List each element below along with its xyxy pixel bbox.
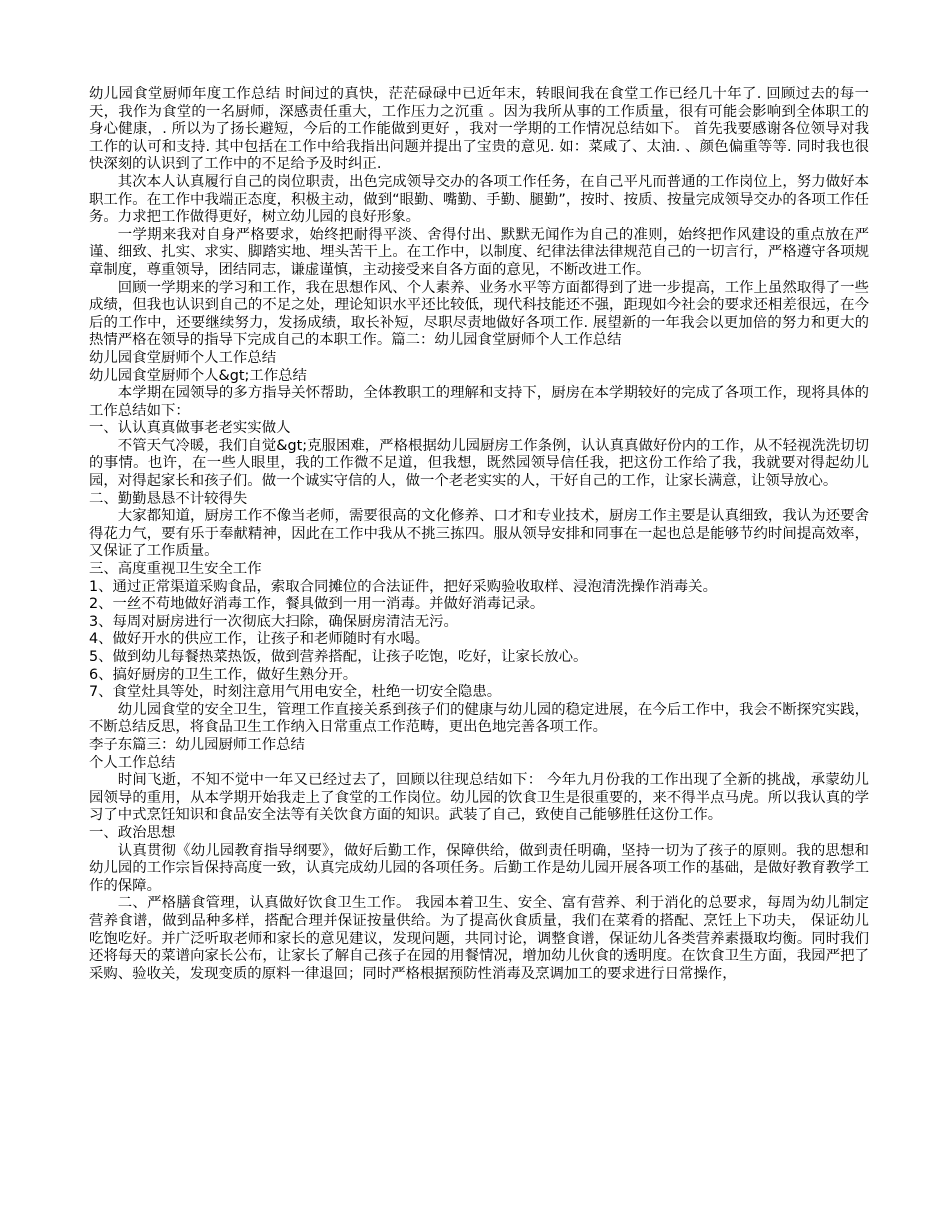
paragraph: 二、严格膳食管理，认真做好饮食卫生工作。 我园本着卫生、安全、富有营养、利于消化的总要求，每周为幼儿制定营养食谱，做到品种多样，搭配合理并保证按量供给。为了提高伙食质量，我们在菜肴的搭配、烹饪上下功夫， 保证幼儿吃饱吃好。并广泛听取老师和家长的意见建议，发现问题，共同讨论，调整食谱，保证幼儿各类营养素摄取均衡。同时我们还将每天的菜谱向家长公布，让家长了解自己孩子在园的用餐情况，增加幼儿伙食的透明度。在饮食卫生方面，我园严把了采购、验收关，发现变质的原料一律退回；同时严格根据预防性消毒及烹调加工的要求进行日常操作， — [89, 895, 869, 982]
paragraph: 幼儿园食堂厨师年度工作总结 时间过的真快，茫茫碌碌中已近年末，转眼间我在食堂工作已经几十年了. 回顾过去的每一天，我作为食堂的一名厨师，深感责任重大，工作压力之沉重 。因为我所从事的工作质量，很有可能会影响到全体职工的身心健康，. 所以为了扬长避短，今后的工作能做到更好 ，我对一学期的工作情况总结如下。 首先我要感谢各位领导对我工作的认可和支持. 其中包括在工作中给我指出问题并提出了宝贵的意见. 如：菜咸了、太油. 、颜色偏重等等. 同时我也很快深刻的认识到了工作中的不足给予及时纠正. — [89, 86, 869, 173]
section-heading: 三、高度重视卫生安全工作 — [89, 561, 262, 578]
paragraph: 大家都知道，厨房工作不像当老师，需要很高的文化修养、口才和专业技术，厨房工作主要是认真细致，我认为还要舍得花力气，要有乐于奉献精神，因此在工作中我从不挑三拣四。服从领导安排和同事在一起也总是能够节约时间提高效率，又保证了工作质量。 — [89, 508, 869, 560]
list-item: 6、搞好厨房的卫生工作，做好生熟分开。 — [89, 666, 358, 683]
list-item: 5、做到幼儿每餐热菜热饭，做到营养搭配，让孩子吃饱，吃好，让家长放心。 — [89, 649, 588, 665]
section-heading: 幼儿园食堂厨师个人工作总结 — [89, 349, 277, 366]
section-heading: 一、认认真真做事老老实实做人 — [89, 420, 291, 437]
section-heading: 幼儿园食堂厨师个人&gt;工作总结 — [89, 367, 307, 384]
paragraph: 幼儿园食堂的安全卫生，管理工作直接关系到孩子们的健康与幼儿园的稳定进展，在今后工作中，我会不断探究实践，不断总结反思，将食品卫生工作纳入日常重点工作范畴，更出色地完善各项工作。 — [89, 701, 869, 736]
paragraph: 认真贯彻《幼儿园教育指导纲要》，做好后勤工作，保障供给，做到责任明确，坚持一切为了孩子的原则。我的思想和幼儿园的工作宗旨保持高度一致，认真完成幼儿园的各项任务。后勤工作是幼儿园开展各项工作的基础，是做好教育教学工作的保障。 — [89, 842, 869, 894]
paragraph: 回顾一学期来的学习和工作，我在思想作风、个人素养、业务水平等方面都得到了进一步提高，工作上虽然取得了一些成绩，但我也认识到自己的不足之处，理论知识水平还比较低，现代科技能还不强，距现如今社会的要求还相差很远，在今后的工作中，还要继续努力，发扬成绩，取长补短，尽职尽责地做好各项工作. 展望新的一年我会以更加倍的努力和更大的热情严格在领导的指导下完成自己的本职工作。篇二：幼儿园食堂厨师个人工作总结 — [89, 279, 869, 349]
section-heading: 一、政治思想 — [89, 824, 176, 841]
paragraph: 时间飞逝，不知不觉中一年又已经过去了，回顾以往现总结如下： 今年九月份我的工作出现了全新的挑战，承蒙幼儿园领导的重用，从本学期开始我走上了食堂的工作岗位。幼儿园的饮食卫生是很重要的，来不得半点马虎。所以我认真的学习了中式烹饪知识和食品安全法等有关饮食方面的知识。武装了自己，致使自己能够胜任这份工作。 — [89, 772, 869, 824]
paragraph: 一学期来我对自身严格要求，始终把耐得平淡、舍得付出、默默无闻作为自己的准则，始终把作风建设的重点放在严谨、细致、扎实、求实、脚踏实地、埋头苦干上。在工作中，以制度、纪律法律法律规范自己的一切言行，严格遵守各项规章制度，尊重领导，团结同志，谦虚谨慎，主动接受来自各方面的意见，不断改进工作。 — [89, 226, 869, 278]
list-item: 1、通过正常渠道采购食品，索取合同摊位的合法证件，把好采购验收取样、浸泡清洗操作消毒关。 — [89, 578, 717, 595]
section-heading: 李子东篇三：幼儿园厨师工作总结 — [89, 736, 305, 753]
paragraph: 本学期在园领导的多方指导关怀帮助，全体教职工的理解和支持下，厨房在本学期较好的完成了各项工作，现将具体的工作总结如下： — [89, 385, 869, 419]
list-item: 3、每周对厨房进行一次彻底大扫除，确保厨房清洁无污。 — [89, 613, 458, 630]
list-item: 4、做好开水的供应工作，让孩子和老师随时有水喝。 — [89, 631, 430, 648]
paragraph: 不管天气冷暖，我们自觉&gt;克服困难，严格根据幼儿园厨房工作条例，认认真真做好份内的工作，从不轻视洗洗切切的事情。也许，在一些人眼里，我的工作微不足道，但我想，既然园领导信任我，把这份工作给了我，我就要对得起幼儿园，对得起家长和孩子们。做一个诚实守信的人，做一个老老实实的人，干好自己的工作，让家长满意，让领导放心。 — [89, 437, 869, 490]
paragraph: 其次本人认真履行自己的岗位职责，出色完成领导交办的各项工作任务，在自己平凡而普通的工作岗位上，努力做好本职工作。在工作中我端正态度，积极主动，做到“眼勤、嘴勤、手勤、腿勤”，按时、按质、按量完成领导交办的各项工作任务。力求把工作做得更好，树立幼儿园的良好形象。 — [89, 173, 869, 226]
document-body — [89, 86, 869, 983]
list-item: 7、食堂灶具等处，时刻注意用气用电安全，杜绝一切安全隐患。 — [89, 684, 502, 701]
section-heading: 二、勤勤恳恳不计较得失 — [89, 490, 248, 507]
section-heading: 个人工作总结 — [89, 754, 176, 771]
list-item: 2、一丝不苟地做好消毒工作，餐具做到一用一消毒。并做好消毒记录。 — [89, 596, 545, 613]
